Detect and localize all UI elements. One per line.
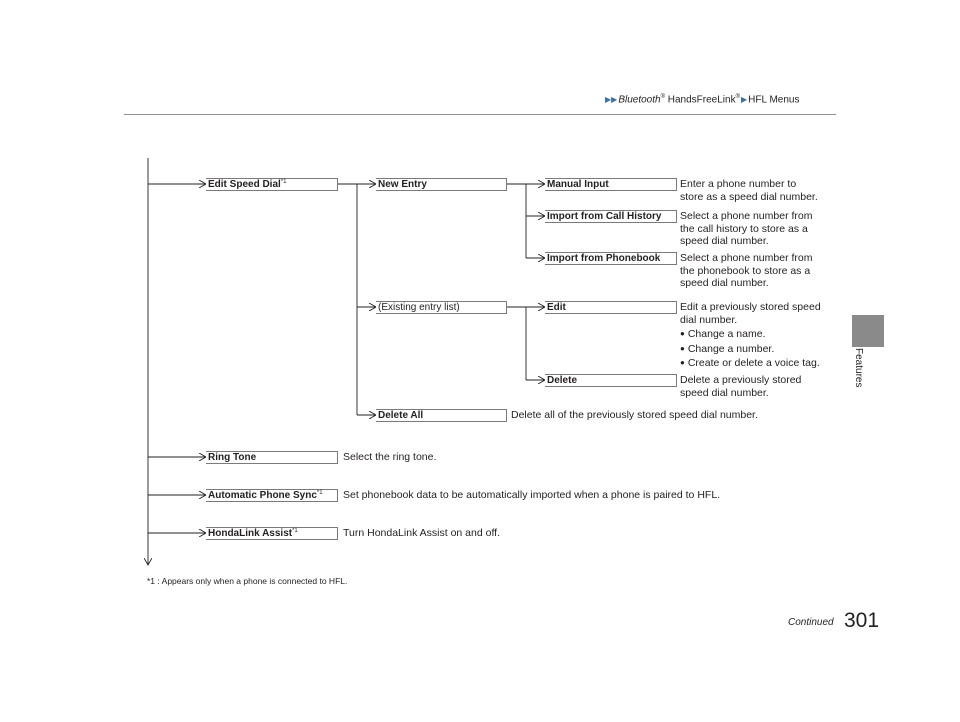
- menu-ring-tone: Ring Tone: [206, 451, 338, 464]
- menu-import-call-history: Import from Call History: [545, 210, 677, 223]
- auto-sync-description: Set phonebook data to be automatically imported when a phone is paired to HFL.: [343, 489, 721, 501]
- menu-automatic-phone-sync: Automatic Phone Sync$^{*1}$: [206, 489, 338, 502]
- triangle-icon: ▶: [741, 95, 748, 105]
- edit-description: Edit a previously stored speed dial number. ● Change a name. ● Change a number. ● Create or delete a voice tag.: [680, 301, 821, 370]
- menu-import-phonebook: Import from Phonebook: [545, 252, 677, 265]
- manual-input-description: Enter a phone number to store as a speed dial number.: [680, 178, 818, 203]
- section-label: Features: [853, 348, 864, 388]
- phonebook-description: Select a phone number from the phonebook to store as a speed dial number.: [680, 252, 813, 289]
- menu-delete: Delete: [545, 374, 677, 387]
- menu-manual-input: Manual Input: [545, 178, 677, 191]
- breadcrumb: ▶▶Bluetooth® HandsFreeLink®▶HFL Menus: [605, 94, 800, 106]
- menu-new-entry: New Entry: [376, 178, 507, 191]
- menu-edit-speed-dial: Edit Speed Dial$^{*1}$: [206, 178, 338, 191]
- continued-label: Continued: [788, 617, 834, 628]
- delete-all-description: Delete all of the previously stored speed dial number.: [511, 409, 758, 421]
- page-number: 301: [844, 609, 880, 632]
- delete-description: Delete a previously stored speed dial number.: [680, 374, 802, 399]
- menu-hondalink-assist: HondaLink Assist$^{*1}$: [206, 527, 338, 540]
- menu-delete-all: Delete All: [376, 409, 507, 422]
- menu-edit: Edit: [545, 301, 677, 314]
- call-history-description: Select a phone number from the call history to store as a speed dial number.: [680, 210, 813, 247]
- menu-existing-entry-list: (Existing entry list): [376, 301, 507, 314]
- ring-tone-description: Select the ring tone.: [343, 451, 437, 463]
- footnote: *1 : Appears only when a phone is connected to HFL.: [147, 576, 348, 586]
- hondalink-description: Turn HondaLink Assist on and off.: [343, 527, 501, 539]
- triangle-icon: ▶▶: [605, 95, 618, 105]
